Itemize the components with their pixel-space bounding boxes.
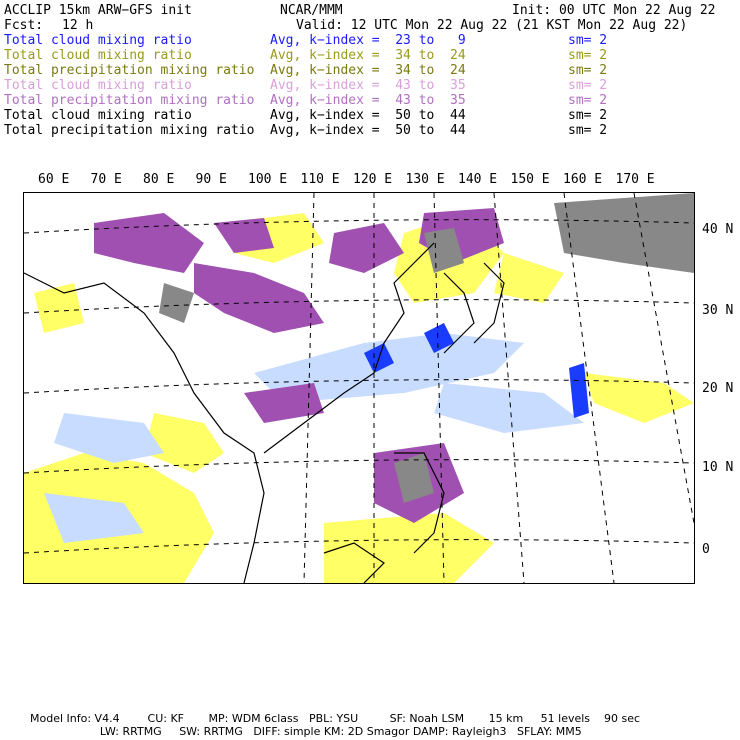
lon-label: 160 E xyxy=(563,172,603,187)
init-time: Init: 00 UTC Mon 22 Aug 22 xyxy=(512,3,716,18)
legend-avg: Avg, k−index = 43 to 35 xyxy=(270,78,466,93)
lon-label: 110 E xyxy=(300,172,340,187)
fcst-label: Fcst: xyxy=(4,18,44,33)
lon-label: 90 E xyxy=(195,172,227,187)
lat-label: 10 N xyxy=(702,460,734,475)
legend-avg: Avg, k−index = 50 to 44 xyxy=(270,108,466,123)
valid-time: Valid: 12 UTC Mon 22 Aug 22 (21 KST Mon 22 Aug 22) xyxy=(296,18,688,33)
legend-field: Total precipitation mixing ratio xyxy=(4,93,255,108)
lon-label: 170 E xyxy=(615,172,655,187)
lightblue-cloud-field xyxy=(44,333,584,543)
footer-model-info: Model Info: V4.4 CU: KF MP: WDM 6class PBL: YSU SF: Noah LSM 15 km 51 levels 90 sec xyxy=(30,712,641,725)
lon-label: 120 E xyxy=(353,172,393,187)
legend-sm: sm= 2 xyxy=(568,93,608,108)
footer-physics-info: LW: RRTMG SW: RRTMG DIFF: simple KM: 2D Smagor DAMP: Rayleigh3 SFLAY: MM5 xyxy=(30,725,582,738)
lat-label: 0 xyxy=(702,542,710,557)
legend-avg: Avg, k−index = 23 to 9 xyxy=(270,33,466,48)
fcst-value: 12 h xyxy=(62,18,94,33)
model-title: ACCLIP 15km ARW−GFS init xyxy=(4,3,192,18)
legend-avg: Avg, k−index = 50 to 44 xyxy=(270,123,466,138)
lon-label: 60 E xyxy=(38,172,70,187)
org-label: NCAR/MMM xyxy=(280,3,343,18)
legend-field: Total precipitation mixing ratio xyxy=(4,63,255,78)
lat-label: 40 N xyxy=(702,222,734,237)
lon-label: 80 E xyxy=(143,172,175,187)
map-panel xyxy=(23,192,695,584)
lat-label: 20 N xyxy=(702,381,734,396)
lon-label: 70 E xyxy=(90,172,122,187)
legend-field: Total cloud mixing ratio xyxy=(4,33,192,48)
lon-label: 150 E xyxy=(510,172,550,187)
legend-avg: Avg, k−index = 34 to 24 xyxy=(270,48,466,63)
legend-field: Total precipitation mixing ratio xyxy=(4,123,255,138)
legend-sm: sm= 2 xyxy=(568,78,608,93)
legend-sm: sm= 2 xyxy=(568,108,608,123)
legend-field: Total cloud mixing ratio xyxy=(4,108,192,123)
legend-avg: Avg, k−index = 34 to 24 xyxy=(270,63,466,78)
legend-sm: sm= 2 xyxy=(568,48,608,63)
legend-avg: Avg, k−index = 43 to 35 xyxy=(270,93,466,108)
legend-field: Total cloud mixing ratio xyxy=(4,48,192,63)
map-svg xyxy=(24,193,694,583)
lat-label: 30 N xyxy=(702,303,734,318)
legend-sm: sm= 2 xyxy=(568,33,608,48)
legend-sm: sm= 2 xyxy=(568,123,608,138)
legend-field: Total cloud mixing ratio xyxy=(4,78,192,93)
legend-sm: sm= 2 xyxy=(568,63,608,78)
lon-label: 100 E xyxy=(248,172,288,187)
lon-label: 130 E xyxy=(405,172,445,187)
lon-label: 140 E xyxy=(458,172,498,187)
